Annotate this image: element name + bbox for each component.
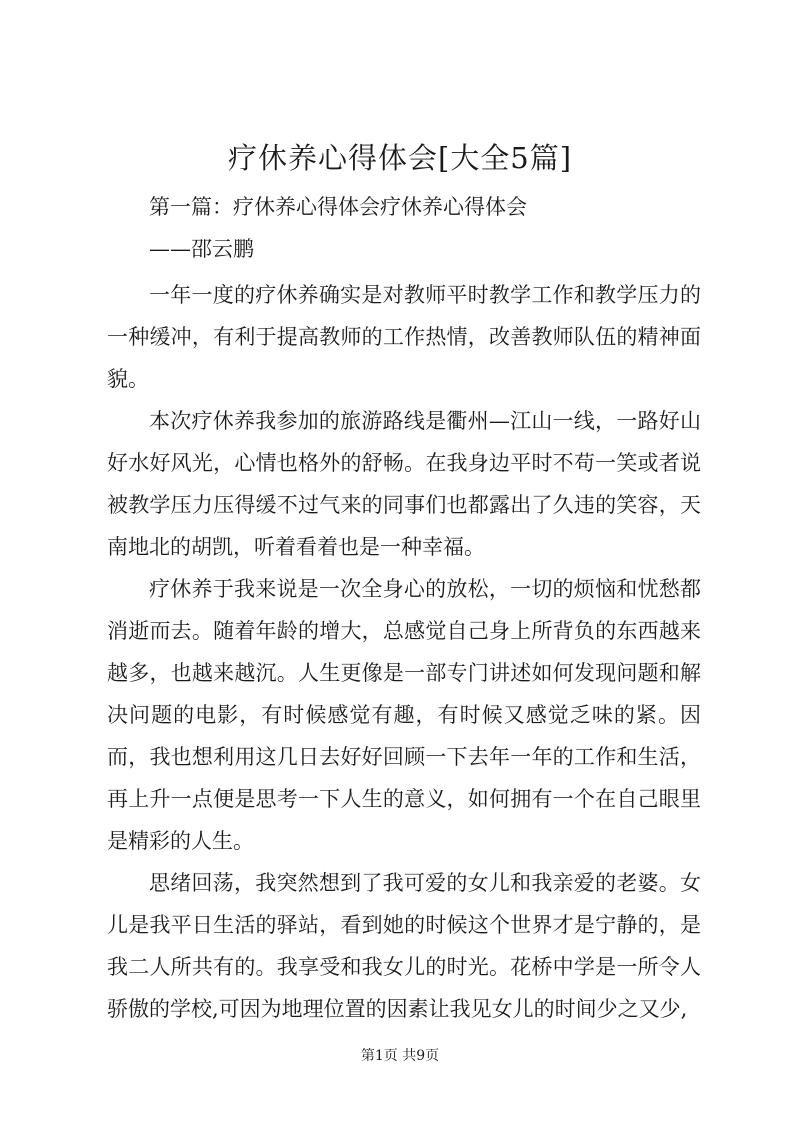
section-heading: 第一篇：疗休养心得体会疗休养心得体会 <box>149 195 527 219</box>
document-title: 疗休养心得体会[大全5篇] <box>227 141 573 175</box>
author-line: ——邵云鹏 <box>149 237 254 261</box>
body-paragraph-2: 本次疗休养我参加的旅游路线是衢州—江山一线，一路好山好水好风光，心情也格外的舒畅。在我身边平时不苟一笑或者说被教学压力压得缓不过气来的同事们也都露出了久违的笑容，天南地北的胡凯，听着看着也是一种幸福。 <box>107 409 701 559</box>
body-paragraph-3: 疗休养于我来说是一次全身心的放松，一切的烦恼和忧愁都消逝而去。随着年龄的增大，总感觉自己身上所背负的东西越来越多，也越来越沉。人生更像是一部专门讲述如何发现问题和解决问题的电影，有时候感觉有趣，有时候又感觉乏味的紧。因而，我也想利用这几日去好好回顾一下去年一年的工作和生活，再上升一点便是思考一下人生的意义，如何拥有一个在自己眼里是精彩的人生。 <box>107 577 701 853</box>
document-body <box>107 186 701 1030</box>
body-paragraph-4: 思绪回荡，我突然想到了我可爱的女儿和我亲爱的老婆。女儿是我平日生活的驿站，看到她的时候这个世界才是宁静的，是我二人所共有的。我享受和我女儿的时光。花桥中学是一所令人骄傲的学校,可因为地理位置的因素让我见女儿的时间少之又少, <box>107 871 701 1021</box>
body-paragraph-1: 一年一度的疗休养确实是对教师平时教学工作和教学压力的一种缓冲，有利于提高教师的工作热情，改善教师队伍的精神面貌。 <box>107 283 701 391</box>
page-footer: 第1页 共9页 <box>360 1048 440 1064</box>
